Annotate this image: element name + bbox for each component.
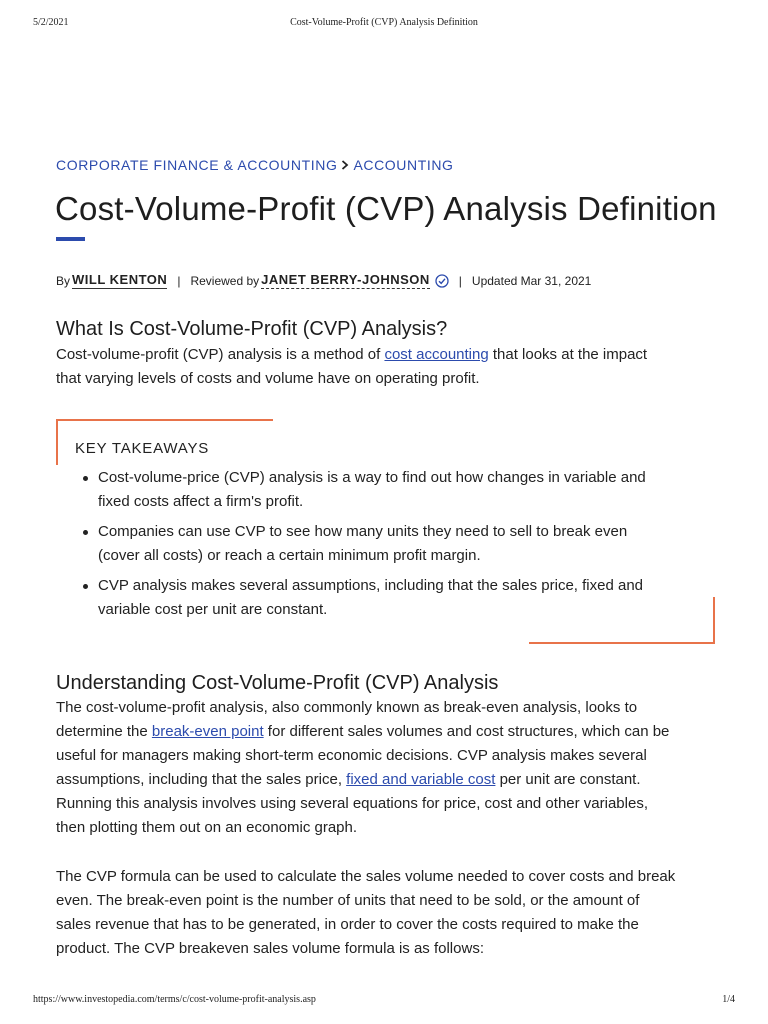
section-heading-what-is: What Is Cost-Volume-Profit (CVP) Analysis? <box>56 318 448 340</box>
list-item: Cost-volume-price (CVP) analysis is a way to find out how changes in variable and fixed costs affect a firm's profit. <box>80 466 700 514</box>
reviewed-label: Reviewed by <box>190 273 260 288</box>
print-url: https://www.investopedia.com/terms/c/cost-volume-profit-analysis.asp <box>33 994 316 1005</box>
section-heading-understanding: Understanding Cost-Volume-Profit (CVP) Analysis <box>56 672 499 694</box>
author-link[interactable]: WILL KENTON <box>72 272 168 287</box>
section3-paragraph: The CVP formula can be used to calculate the sales volume needed to cover costs and break even. The break-even point is the number of units that need to be sold, or the amount of sales revenue that has to be generated, in order to cover the costs required to make the product. The CVP breakeven sales volume formula is as follows: <box>56 868 676 957</box>
title-underline <box>56 237 85 241</box>
list-item: CVP analysis makes several assumptions, including that the sales price, fixed and variable cost per unit are constant. <box>80 574 700 622</box>
breadcrumb <box>56 157 454 173</box>
key-takeaways-border-left <box>56 419 58 465</box>
chevron-right-icon <box>341 157 349 173</box>
by-label: By <box>56 273 71 288</box>
key-takeaways-list <box>80 466 700 628</box>
fixed-and-variable-cost-link[interactable]: fixed and variable cost <box>346 771 496 788</box>
byline-separator-2: | <box>458 273 462 288</box>
verified-check-icon <box>435 274 449 288</box>
breadcrumb-item-corporate-finance[interactable]: CORPORATE FINANCE & ACCOUNTING <box>56 157 338 173</box>
breadcrumb-item-accounting[interactable]: ACCOUNTING <box>353 157 454 173</box>
key-takeaways-heading: KEY TAKEAWAYS <box>75 440 210 457</box>
print-title: Cost-Volume-Profit (CVP) Analysis Definition <box>290 17 478 28</box>
key-takeaways-border-right <box>713 597 715 644</box>
key-takeaways-border-top <box>56 419 273 421</box>
break-even-point-link[interactable]: break-even point <box>151 723 264 740</box>
print-footer <box>0 994 768 1008</box>
section2-paragraph: The cost-volume-profit analysis, also commonly known as break-even analysis, looks to determine the break-even point for different sales volumes and cost structures, which can be useful for managers making short-term economic decisions. CVP analysis makes several assumptions, including that the sales price, fixed and variable cost per unit are constant. Running this analysis involves using several equations for price, cost and other variables, then plotting them out on an economic graph. <box>56 699 670 836</box>
key-takeaways-border-bottom <box>529 642 715 644</box>
cost-accounting-link[interactable]: cost accounting <box>384 346 489 363</box>
byline <box>56 272 591 289</box>
page-title: Cost-Volume-Profit (CVP) Analysis Definition <box>55 190 717 227</box>
print-date: 5/2/2021 <box>33 17 69 28</box>
updated-date: Updated Mar 31, 2021 <box>471 273 592 288</box>
byline-separator: | <box>177 273 181 288</box>
print-header <box>0 17 768 31</box>
page-counter: 1/4 <box>722 994 735 1005</box>
list-item: Companies can use CVP to see how many units they need to sell to break even (cover all costs) or reach a certain minimum profit margin. <box>80 520 700 568</box>
reviewer-link[interactable]: JANET BERRY-JOHNSON <box>261 272 430 287</box>
section1-paragraph: Cost-volume-profit (CVP) analysis is a method of cost accounting that looks at the impact that varying levels of costs and volume have on operating profit. <box>56 346 648 387</box>
